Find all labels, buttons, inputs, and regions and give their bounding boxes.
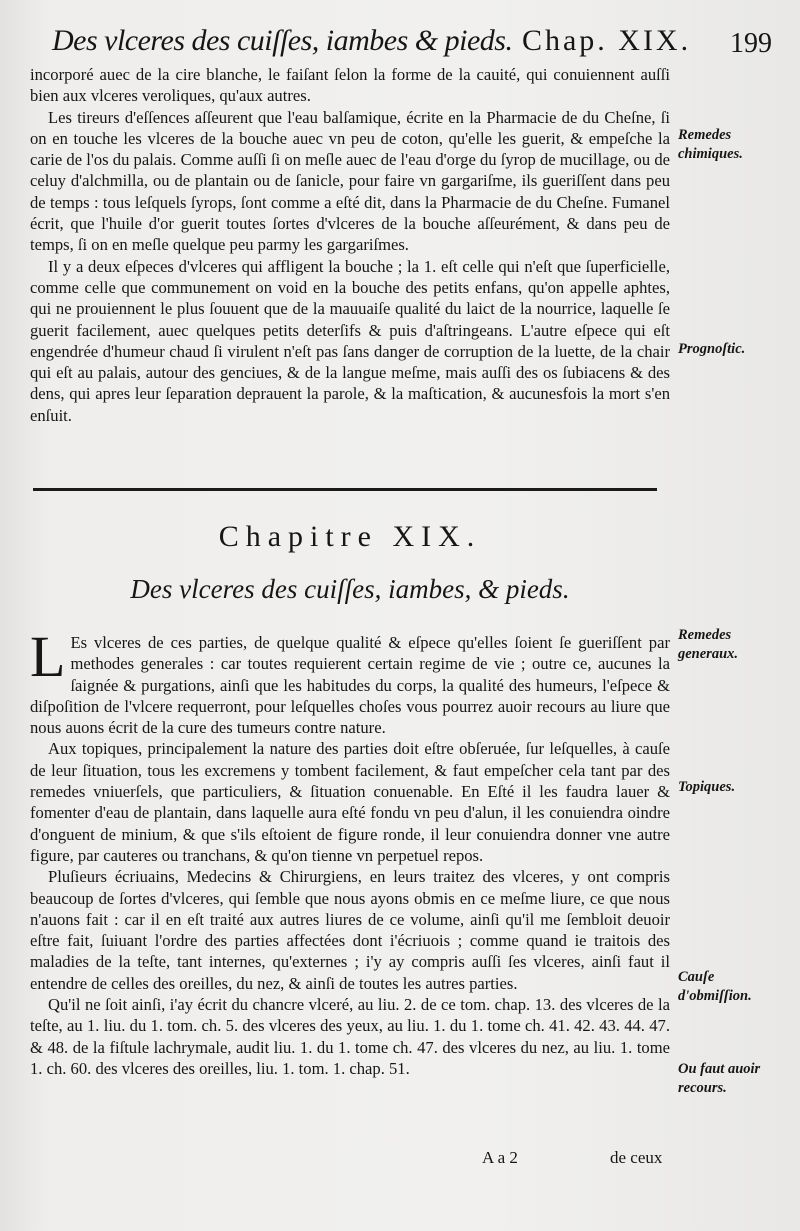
top-text-block [30, 64, 670, 426]
catchword: de ceux [610, 1148, 663, 1167]
margin-note: Prognoſtic. [678, 341, 746, 357]
paragraph: incorporé auec de la cire blanche, le faiſant ſelon la forme de la cauité, qui conuiennent auſſi bien aux vlceres veroliques, qu'aux autres. [30, 65, 670, 106]
signature-mark: A a 2 [482, 1148, 518, 1167]
chapter-label: Chap. XIX. [521, 24, 692, 57]
drop-cap: L [30, 624, 66, 689]
paragraph: Qu'il ne ſoit ainſi, i'ay écrit du chancre vlceré, au liu. 2. de ce tom. chap. 13. des vlceres de la teſte, au 1. liu. du 1. tom. ch. 5. des vlceres des yeux, au liu. 1. du 1. tome ch. 41. 42. 43. 44. 47. & 48. de la fiſtule lachrymale, audit liu. 1. du 1. tome ch. 47. des vlceres du nez, au liu. 1. tome 1. ch. 60. des vlceres des oreilles, liu. 1. tom. 1. chap. 51. [30, 995, 670, 1078]
paragraph: Il y a deux eſpeces d'vlceres qui affligent la bouche ; la 1. eſt celle qui n'eſt que ſuperficielle, comme celle que communement on void en la bouche des petits enfans, qu'on appelle aphtes, qui ne prouiennent le plus ſouuent que de la mauuaiſe qualité du laict de la nourrice, laquelle ſe guerit facilement, auec quelques petits deterſifs & puis d'aſtringeans. L'autre eſpece qui eſt engendrée d'humeur chaud ſi virulent n'eſt pas ſans danger de corruption de la luette, de la chair qui eſt au palais, autour des genciues, & de la langue meſme, mais auſſi des os ſubiacens & des dens, qui apres leur ſeparation deprauent la parole, & la maſtication, & aucunesfois la mort s'en enſuit. [30, 256, 670, 425]
main-text-block [30, 624, 670, 1079]
running-header [52, 24, 772, 64]
margin-note: Ou faut auoir recours. [678, 1061, 761, 1096]
running-title: Des vlceres des cuiſſes, iambes & pieds. [52, 24, 513, 57]
margin-note: Remedes chimiques. [678, 127, 743, 162]
section-divider [33, 488, 657, 491]
paragraph: Les tireurs d'eſſences aſſeurent que l'eau balſamique, écrite en la Pharmacie de du Cheſne, ſi on en touche les vlceres de la bouche auec vn peu de coton, qu'elle les guerit, & empeſche la carie de l'os du palais. Comme auſſi ſi on meſle auec de l'eau d'orge du ſyrop de mucillage, ou de celuy d'alchmilla, ou de plantain ou de ſanicle, pour faire vn gargariſme, ils gueriſſent dans peu de temps : tous leſquels ſyrops, ſont comme a eſté dit, dans la Pharmacie de du Cheſne. Fumanel écrit, que l'huile d'or guerit toutes ſortes d'vlceres de la bouche aſſeurément, & dans peu de temps, ſi on en meſle quelque peu parmy les gargariſmes. [30, 107, 670, 255]
paragraph: Aux topiques, principalement la nature des parties doit eſtre obſeruée, ſur leſquelles, à cauſe de leur ſituation, tous les excremens y tombent facilement, & faut empeſcher cela tant par des remedes vniuerſels, que particuliers, & ſituation conuenable. En Eſté il les faudra lauer & fomenter d'eau de plantain, dans laquelle aura eſté fondu vn peu d'alun, il les conuiendra oindre d'onguent de minium, & que s'ils eſtoient de figure ronde, il leur conuiendra donner vne autre figure, par cauteres ou tranchans, & qu'on tienne vn perpetuel repos. [30, 739, 670, 865]
chapter-subtitle: Des vlceres des cuiſſes, iambes, & pieds. [130, 574, 570, 604]
opening-paragraph [30, 624, 670, 738]
margin-note: Topiques. [678, 779, 736, 795]
margin-note: Cauſe d'obmiſſion. [678, 969, 752, 1004]
paragraph: Pluſieurs écriuains, Medecins & Chirurgiens, en leurs traitez des vlceres, y ont compris beaucoup de ſortes d'vlceres, qui ſemble que nous ayons obmis en ce meſme liure, ce que nous n'auons fait : car il en eſt traité aux autres liures de ce volume, ainſi qu'il me ſembloit deuoir eſtre fait, ſuiuant l'ordre des parties affectées dont i'écriuois ; comme quand ie traitois des maladies de la teſte, tant internes, qu'externes ; i'y ay compris auſſi ſes vlceres, ainſi faut il entendre de celles des oreilles, du nez, & ainſi de toutes les autres parties. [30, 867, 670, 993]
page-number: 199 [730, 28, 772, 59]
opening-text: Es vlceres de ces parties, de quelque qualité & eſpece qu'elles ſoient ſe gueriſſent par methodes generales : car toutes requierent certain regime de vie ; outre ce, aucunes la ſaignée & purgations, ainſi que les habitudes du corps, la qualité des humeurs, l'eſpece & diſpoſition de l'vlcere requerront, pour leſquelles choſes vous pourrez auoir recours au liure que nous auons écrit de la cure des tumeurs contre nature. [30, 633, 670, 738]
margin-note: Remedes generaux. [678, 627, 739, 662]
chapter-title: Chapitre XIX. [218, 520, 482, 553]
